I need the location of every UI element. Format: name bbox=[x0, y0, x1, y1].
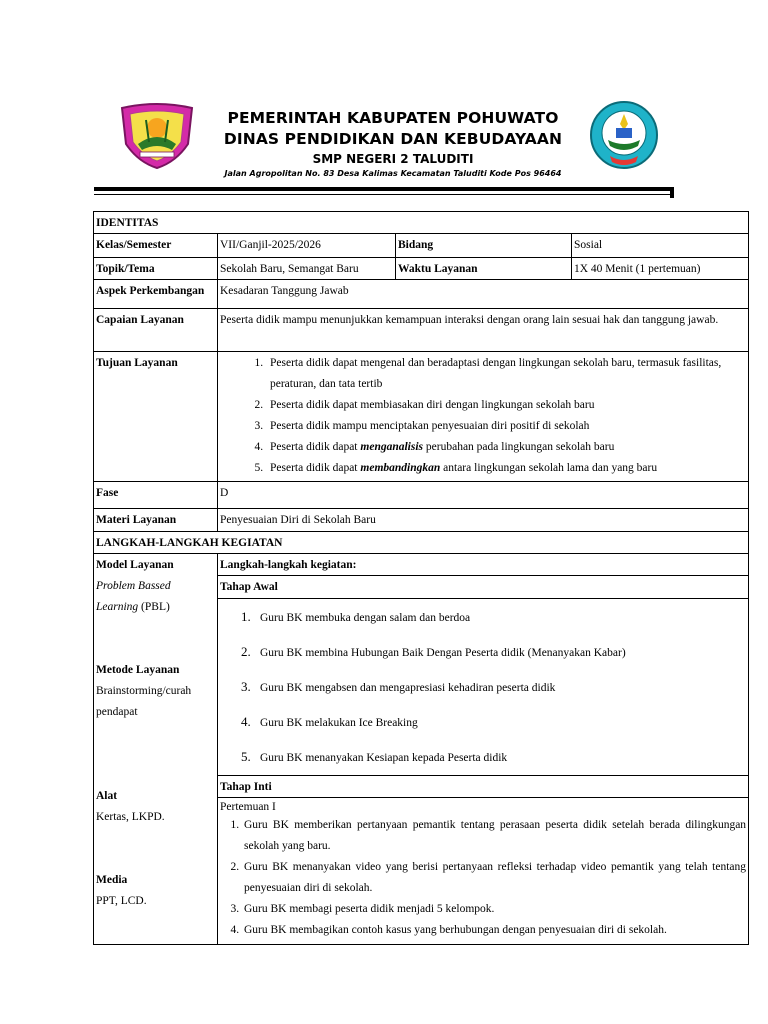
tujuan-item-4-emphasis: menganalisis bbox=[360, 441, 424, 453]
letterhead bbox=[0, 0, 768, 200]
media-label: Media bbox=[96, 874, 128, 886]
list-item bbox=[254, 635, 746, 670]
header-rule-end bbox=[670, 187, 674, 198]
capaian-label: Capaian Layanan bbox=[94, 309, 218, 352]
tahap-awal-list bbox=[220, 600, 746, 775]
materi-label: Materi Layanan bbox=[94, 509, 218, 532]
list-item bbox=[254, 705, 746, 740]
spacer bbox=[96, 828, 215, 870]
list-item bbox=[266, 458, 746, 479]
list-item bbox=[254, 670, 746, 705]
list-item bbox=[266, 437, 746, 458]
tujuan-item-4-post: perubahan pada lingkungan sekolah baru bbox=[423, 441, 615, 453]
aspek-value: Kesadaran Tanggung Jawab bbox=[218, 280, 749, 309]
pertemuan-label: Pertemuan I bbox=[220, 801, 276, 813]
spacer bbox=[96, 618, 215, 660]
tujuan-item-5-emphasis: membandingkan bbox=[360, 462, 441, 474]
tujuan-list bbox=[220, 353, 746, 479]
tahap-inti-label: Tahap Inti bbox=[218, 776, 749, 798]
topik-value: Sekolah Baru, Semangat Baru bbox=[218, 258, 396, 280]
materi-value: Penyesuaian Diri di Sekolah Baru bbox=[218, 509, 749, 532]
list-item bbox=[266, 395, 746, 416]
inti-item-4: Guru BK membagikan contoh kasus yang berhubungan dengan penyesuaian diri di sekolah. bbox=[244, 924, 667, 936]
list-item bbox=[242, 899, 746, 920]
school-address: Jalan Agropolitan No. 83 Desa Kalimas Kecamatan Taluditi Kode Pos 96464 bbox=[224, 169, 562, 178]
kelas-label: Kelas/Semester bbox=[94, 234, 218, 258]
media-value: PPT, LCD. bbox=[96, 895, 147, 907]
list-item bbox=[242, 815, 746, 857]
tujuan-item-5-pre: Peserta didik dapat bbox=[270, 462, 361, 474]
left-info-column bbox=[94, 554, 218, 945]
list-item bbox=[242, 920, 746, 941]
metode-label: Metode Layanan bbox=[96, 664, 180, 676]
waktu-label: Waktu Layanan bbox=[396, 258, 572, 280]
tahap-inti-list bbox=[220, 815, 746, 941]
inti-item-2: Guru BK menanyakan video yang berisi pertanyaan refleksi terhadap video pemantik yang telah tentang penyesuaian diri di sekolah. bbox=[244, 861, 747, 894]
model-value-suffix: (PBL) bbox=[138, 601, 170, 613]
fase-label: Fase bbox=[94, 482, 218, 509]
alat-label: Alat bbox=[96, 790, 118, 802]
langkah-label: Langkah-langkah kegiatan: bbox=[218, 554, 749, 576]
tahap-awal-label: Tahap Awal bbox=[218, 576, 749, 599]
bidang-label: Bidang bbox=[396, 234, 572, 258]
header-line-2: DINAS PENDIDIKAN DAN KEBUDAYAAN bbox=[223, 130, 563, 148]
list-item bbox=[266, 416, 746, 437]
model-value-emphasis: Problem Bassed Learning bbox=[96, 580, 171, 613]
awal-item-4: Guru BK melakukan Ice Breaking bbox=[260, 717, 418, 729]
list-item bbox=[266, 353, 746, 395]
list-item bbox=[254, 600, 746, 635]
list-item bbox=[254, 740, 746, 775]
header-rule-thick bbox=[94, 187, 674, 191]
kabupaten-emblem-icon bbox=[116, 100, 198, 170]
identitas-heading: IDENTITAS bbox=[94, 212, 749, 234]
school-emblem-icon bbox=[588, 100, 660, 170]
awal-item-2: Guru BK membina Hubungan Baik Dengan Peserta didik (Menanyakan Kabar) bbox=[260, 647, 626, 659]
tujuan-item-4-pre: Peserta didik dapat bbox=[270, 441, 361, 453]
tujuan-item-5-post: antara lingkungan sekolah lama dan yang baru bbox=[440, 462, 658, 474]
tujuan-item-1: Peserta didik dapat mengenal dan beradaptasi dengan lingkungan sekolah baru, termasuk fasilitas, peraturan, dan tata tertib bbox=[270, 357, 722, 390]
inti-item-3: Guru BK membagi peserta didik menjadi 5 kelompok. bbox=[244, 903, 495, 915]
list-item bbox=[242, 857, 746, 899]
header-line-1: PEMERINTAH KABUPATEN POHUWATO bbox=[227, 109, 559, 127]
awal-item-3: Guru BK mengabsen dan mengapresiasi kehadiran peserta didik bbox=[260, 682, 556, 694]
langkah-heading: LANGKAH-LANGKAH KEGIATAN bbox=[94, 532, 749, 554]
waktu-value: 1X 40 Menit (1 pertemuan) bbox=[572, 258, 749, 280]
header-rule-thin bbox=[94, 194, 674, 195]
topik-label: Topik/Tema bbox=[94, 258, 218, 280]
tujuan-item-3: Peserta didik mampu menciptakan penyesuaian diri positif di sekolah bbox=[270, 420, 590, 432]
model-label: Model Layanan bbox=[96, 559, 174, 571]
spacer bbox=[96, 723, 215, 786]
school-name: SMP NEGERI 2 TALUDITI bbox=[312, 152, 474, 166]
lesson-plan-table bbox=[93, 211, 749, 945]
alat-value: Kertas, LKPD. bbox=[96, 811, 165, 823]
awal-item-1: Guru BK membuka dengan salam dan berdoa bbox=[260, 612, 471, 624]
tujuan-label: Tujuan Layanan bbox=[94, 352, 218, 482]
tujuan-item-2: Peserta didik dapat membiasakan diri dengan lingkungan sekolah baru bbox=[270, 399, 595, 411]
awal-item-5: Guru BK menanyakan Kesiapan kepada Peserta didik bbox=[260, 752, 508, 764]
bidang-value: Sosial bbox=[572, 234, 749, 258]
metode-value: Brainstorming/curah pendapat bbox=[96, 685, 192, 718]
kelas-value: VII/Ganjil-2025/2026 bbox=[218, 234, 396, 258]
capaian-value: Peserta didik mampu menunjukkan kemampuan interaksi dengan orang lain sesuai hak dan tanggung jawab. bbox=[218, 309, 749, 352]
tahap-inti-cell bbox=[218, 798, 749, 945]
aspek-label: Aspek Perkembangan bbox=[94, 280, 218, 309]
tahap-awal-cell bbox=[218, 599, 749, 776]
fase-value: D bbox=[218, 482, 749, 509]
tujuan-cell bbox=[218, 352, 749, 482]
inti-item-1: Guru BK memberikan pertanyaan pemantik tentang perasaan peserta didik setelah berada dilingkungan sekolah yang baru. bbox=[244, 819, 747, 852]
